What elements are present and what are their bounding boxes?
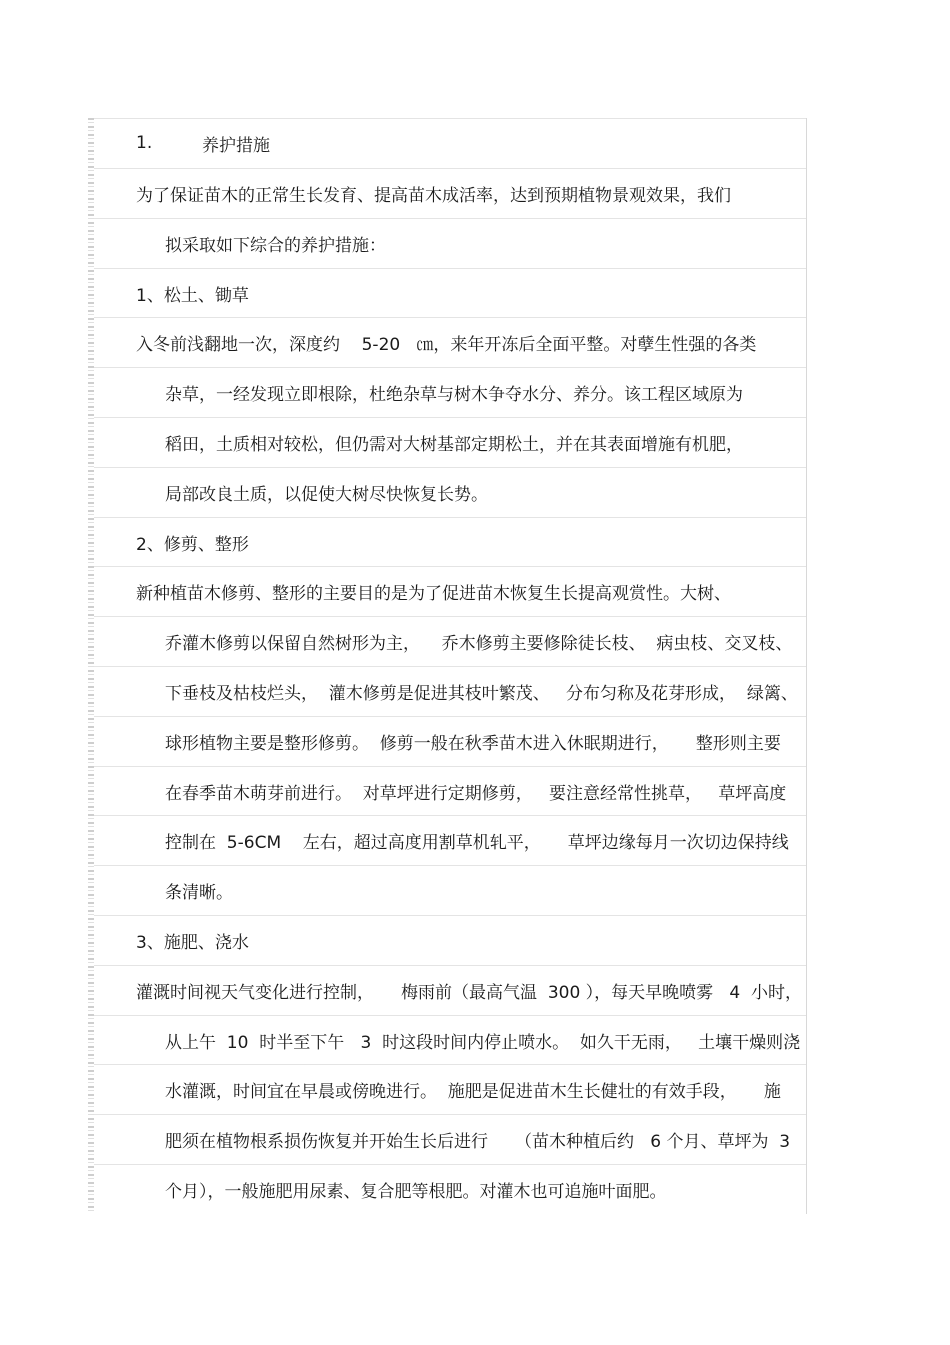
line-text: 控制在 5-6CM 左右，超过高度用割草机轧平， 草坪边缘每月一次切边保持线 [165,832,789,853]
text-line [94,168,806,217]
text-line [94,367,806,416]
text-line [94,268,806,317]
line-text: 入冬前浅翻地一次，深度约 5-20 ㎝，来年开冻后全面平整。对孽生性强的各类 [136,334,757,355]
line-text: 水灌溉，时间宜在早晨或傍晚进行。 施肥是促进苗木生长健壮的有效手段， 施 [165,1081,781,1102]
line-text: 稻田，土质相对较松，但仍需对大树基部定期松土，并在其表面增施有机肥， [165,434,743,455]
line-text: 拟采取如下综合的养护措施： [165,235,386,256]
text-line [94,517,806,566]
line-text: 1、松土、锄草 [136,285,249,306]
line-text: 个月），一般施肥用尿素、复合肥等根肥。对灌木也可追施叶面肥。 [165,1181,667,1202]
text-line [94,467,806,516]
text-line [94,716,806,765]
text-line [94,815,806,864]
text-line [94,1164,806,1213]
line-text: 杂草，一经发现立即根除，杜绝杂草与树木争夺水分、养分。该工程区域原为 [165,384,743,405]
text-line [94,1114,806,1163]
text-line [94,666,806,715]
line-text: 条清晰。 [165,882,233,903]
line-text: 球形植物主要是整形修剪。 修剪一般在秋季苗木进入休眠期进行， 整形则主要 [165,733,781,754]
text-line [94,616,806,665]
section-number: 1. [136,133,153,153]
section-heading [94,118,806,167]
text-line [94,1064,806,1113]
text-line [94,965,806,1014]
text-line [94,766,806,815]
text-line [94,915,806,964]
line-text: 下垂枝及枯枝烂头， 灌木修剪是促进其枝叶繁茂、 分布匀称及花芽形成， 绿篱、 [165,683,798,704]
text-line [94,317,806,366]
text-line [94,1015,806,1064]
line-text: 2、修剪、整形 [136,534,249,555]
line-text: 局部改良土质，以促使大树尽快恢复长势。 [165,484,488,505]
line-text: 肥须在植物根系损伤恢复并开始生长后进行 （苗木种植后约 6 个月、草坪为 3 [165,1131,791,1152]
text-line [94,865,806,914]
line-text: 新种植苗木修剪、整形的主要目的是为了促进苗木恢复生长提高观赏性。大树、 [136,583,731,604]
text-line [94,566,806,615]
line-text: 为了保证苗木的正常生长发育、提高苗木成活率，达到预期植物景观效果，我们 [136,185,731,206]
line-text: 从上午 10 时半至下午 3 时这段时间内停止喷水。 如久干无雨， 土壤干燥则浇 [165,1032,801,1053]
line-text: 3、施肥、浇水 [136,932,249,953]
section-title: 养护措施 [202,135,270,156]
line-text: 在春季苗木萌芽前进行。 对草坪进行定期修剪， 要注意经常性挑草， 草坪高度 [165,783,787,804]
line-text: 灌溉时间视天气变化进行控制， 梅雨前（最高气温 300 ），每天早晚喷雾 4 小时， [136,982,803,1003]
line-text: 乔灌木修剪以保留自然树形为主， 乔木修剪主要修除徒长枝、 病虫枝、交叉枝、 [165,633,793,654]
text-line [94,417,806,466]
text-line [94,218,806,267]
